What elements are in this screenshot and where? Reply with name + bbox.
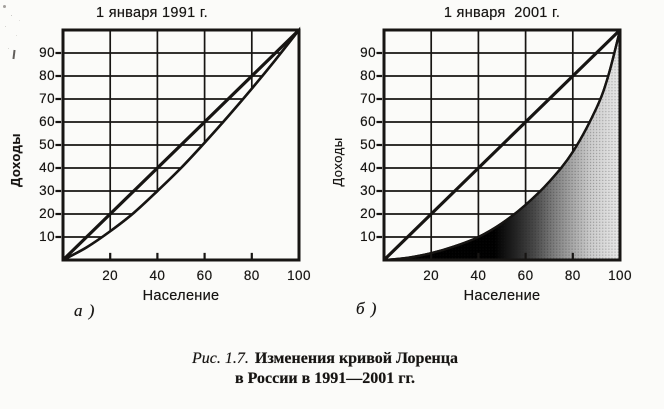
y-tick-label: 30 <box>360 183 376 198</box>
caption-line-1 <box>0 349 650 369</box>
x-axis-label: Население <box>142 288 220 304</box>
chart-title-1991: 1 января 1991 г. <box>96 5 208 21</box>
y-tick-label: 80 <box>39 68 55 83</box>
x-tick-label: 60 <box>196 268 213 283</box>
y-axis-label: Доходы <box>8 132 23 188</box>
x-tick-label: 100 <box>608 268 632 283</box>
x-tick-label: 20 <box>423 268 440 283</box>
y-tick-label: 10 <box>39 229 55 244</box>
x-tick-label: 40 <box>470 268 487 283</box>
y-tick-label: 60 <box>360 114 376 129</box>
y-tick-label: 30 <box>39 183 55 198</box>
y-tick-label: 20 <box>360 206 376 221</box>
x-tick-label: 100 <box>287 268 311 283</box>
x-tick-label: 60 <box>517 268 534 283</box>
y-tick-label: 40 <box>39 160 55 175</box>
caption-figure-number: Рис. 1.7. <box>192 350 249 367</box>
y-tick-label: 70 <box>360 91 376 106</box>
y-tick-label: 10 <box>360 229 376 244</box>
figure-caption <box>0 349 650 388</box>
x-tick-label: 20 <box>102 268 119 283</box>
y-tick-label: 50 <box>39 137 55 152</box>
y-tick-label: 20 <box>39 206 55 221</box>
y-tick-label: 60 <box>39 114 55 129</box>
chart-title-2001: 1 января 2001 г. <box>443 5 561 21</box>
lorenz-plot-2001 <box>384 30 620 260</box>
y-tick-label: 90 <box>360 45 376 60</box>
y-axis-label: Доходы <box>330 137 345 187</box>
x-tick-label: 80 <box>564 268 581 283</box>
panel-label-b: б ) <box>356 299 378 318</box>
y-tick-label: 50 <box>360 137 376 152</box>
x-axis-label: Население <box>463 288 541 304</box>
y-tick-label: 70 <box>39 91 55 106</box>
panel-label-a: а ) <box>74 301 96 320</box>
caption-title: Изменения кривой Лоренца <box>254 350 458 367</box>
y-tick-label: 80 <box>360 68 376 83</box>
x-tick-label: 80 <box>243 268 260 283</box>
y-tick-label: 40 <box>360 160 376 175</box>
x-tick-label: 40 <box>149 268 166 283</box>
caption-line-2: в России в 1991—2001 гг. <box>234 369 416 387</box>
y-tick-label: 90 <box>39 45 55 60</box>
